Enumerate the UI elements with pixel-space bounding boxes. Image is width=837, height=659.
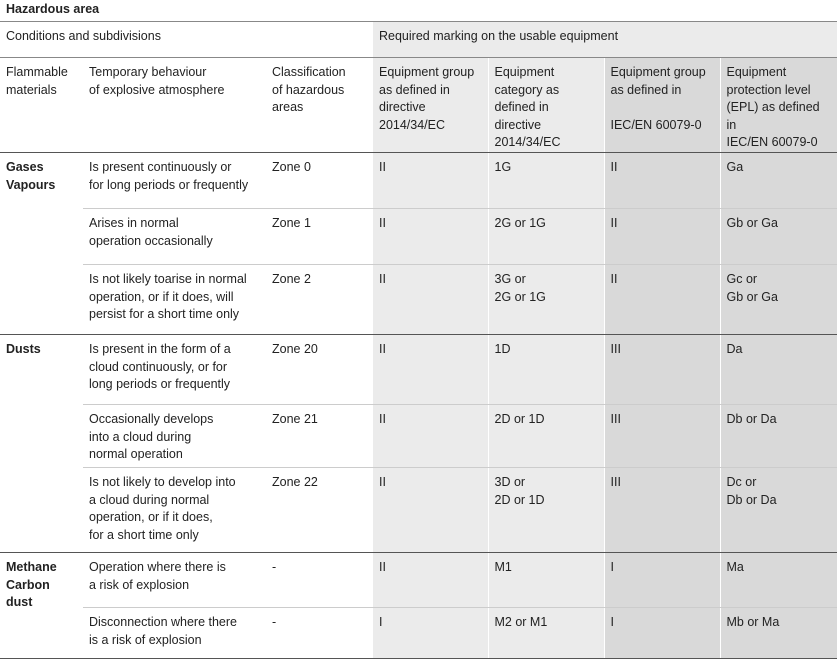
behaviour-cell: Is not likely toarise in normal operation, or if it does, will persist for a short time only (83, 265, 266, 335)
group-directive-cell: II (373, 335, 488, 405)
conditions-label: Conditions and subdivisions (0, 22, 373, 58)
behaviour-cell: Is not likely to develop into a cloud during normal operation, or if it does, for a short time only (83, 468, 266, 553)
group-directive-cell: II (373, 468, 488, 553)
header-flammable-materials: Flammable materials (0, 58, 83, 153)
epl-cell: Ma (720, 553, 837, 608)
behaviour-cell: Is present continuously or for long periods or frequently (83, 153, 266, 209)
column-header-row (0, 58, 837, 153)
category-cell: 3G or 2G or 1G (488, 265, 604, 335)
behaviour-cell: Is present in the form of a cloud continuously, or for long periods or frequently (83, 335, 266, 405)
zone-cell: Zone 1 (266, 209, 373, 265)
category-cell: 3D or 2D or 1D (488, 468, 604, 553)
header-classification: Classification of hazardous areas (266, 58, 373, 153)
epl-cell: Gc or Gb or Ga (720, 265, 837, 335)
table-row (0, 209, 837, 265)
zone-cell: Zone 21 (266, 405, 373, 468)
header-equipment-group-directive: Equipment group as defined in directive 2014/34/EC (373, 58, 488, 153)
behaviour-cell: Arises in normal operation occasionally (83, 209, 266, 265)
zone-cell: - (266, 553, 373, 608)
behaviour-cell: Disconnection where there is a risk of explosion (83, 608, 266, 659)
group-iec-cell: II (604, 153, 720, 209)
required-marking-label: Required marking on the usable equipment (373, 22, 837, 58)
table-row (0, 265, 837, 335)
conditions-row (0, 22, 837, 58)
group-directive-cell: II (373, 153, 488, 209)
zone-cell: Zone 0 (266, 153, 373, 209)
group-directive-cell: II (373, 553, 488, 608)
behaviour-cell: Operation where there is a risk of explosion (83, 553, 266, 608)
table-title: Hazardous area (0, 0, 837, 22)
category-cell: 1D (488, 335, 604, 405)
header-equipment-group-iec: Equipment group as defined in IEC/EN 60079-0 (604, 58, 720, 153)
category-cell: M1 (488, 553, 604, 608)
zone-cell: Zone 20 (266, 335, 373, 405)
table-row (0, 608, 837, 659)
category-cell: 1G (488, 153, 604, 209)
epl-cell: Ga (720, 153, 837, 209)
table-row (0, 153, 837, 209)
zone-cell: Zone 22 (266, 468, 373, 553)
behaviour-cell: Occasionally develops into a cloud during normal operation (83, 405, 266, 468)
group-iec-cell: II (604, 209, 720, 265)
group-directive-cell: II (373, 405, 488, 468)
header-equipment-category: Equipment category as defined in directive 2014/34/EC (488, 58, 604, 153)
table-row (0, 553, 837, 608)
zone-cell: - (266, 608, 373, 659)
group-iec-cell: I (604, 608, 720, 659)
header-epl: Equipment protection level (EPL) as defined in IEC/EN 60079-0 (720, 58, 837, 153)
epl-cell: Dc or Db or Da (720, 468, 837, 553)
category-cell: M2 or M1 (488, 608, 604, 659)
header-temporary-behaviour: Temporary behaviour of explosive atmosphere (83, 58, 266, 153)
group-directive-cell: I (373, 608, 488, 659)
group-iec-cell: II (604, 265, 720, 335)
group-iec-cell: III (604, 405, 720, 468)
group-iec-cell: III (604, 468, 720, 553)
group-gases-vapours: Gases Vapours (0, 153, 83, 335)
table-row (0, 468, 837, 553)
table-row (0, 335, 837, 405)
epl-cell: Mb or Ma (720, 608, 837, 659)
epl-cell: Db or Da (720, 405, 837, 468)
group-directive-cell: II (373, 209, 488, 265)
zone-cell: Zone 2 (266, 265, 373, 335)
category-cell: 2G or 1G (488, 209, 604, 265)
group-methane-carbon-dust: Methane Carbon dust (0, 553, 83, 659)
epl-cell: Gb or Ga (720, 209, 837, 265)
group-dusts: Dusts (0, 335, 83, 553)
title-row (0, 0, 837, 22)
category-cell: 2D or 1D (488, 405, 604, 468)
epl-cell: Da (720, 335, 837, 405)
table-row (0, 405, 837, 468)
group-iec-cell: III (604, 335, 720, 405)
group-directive-cell: II (373, 265, 488, 335)
group-iec-cell: I (604, 553, 720, 608)
